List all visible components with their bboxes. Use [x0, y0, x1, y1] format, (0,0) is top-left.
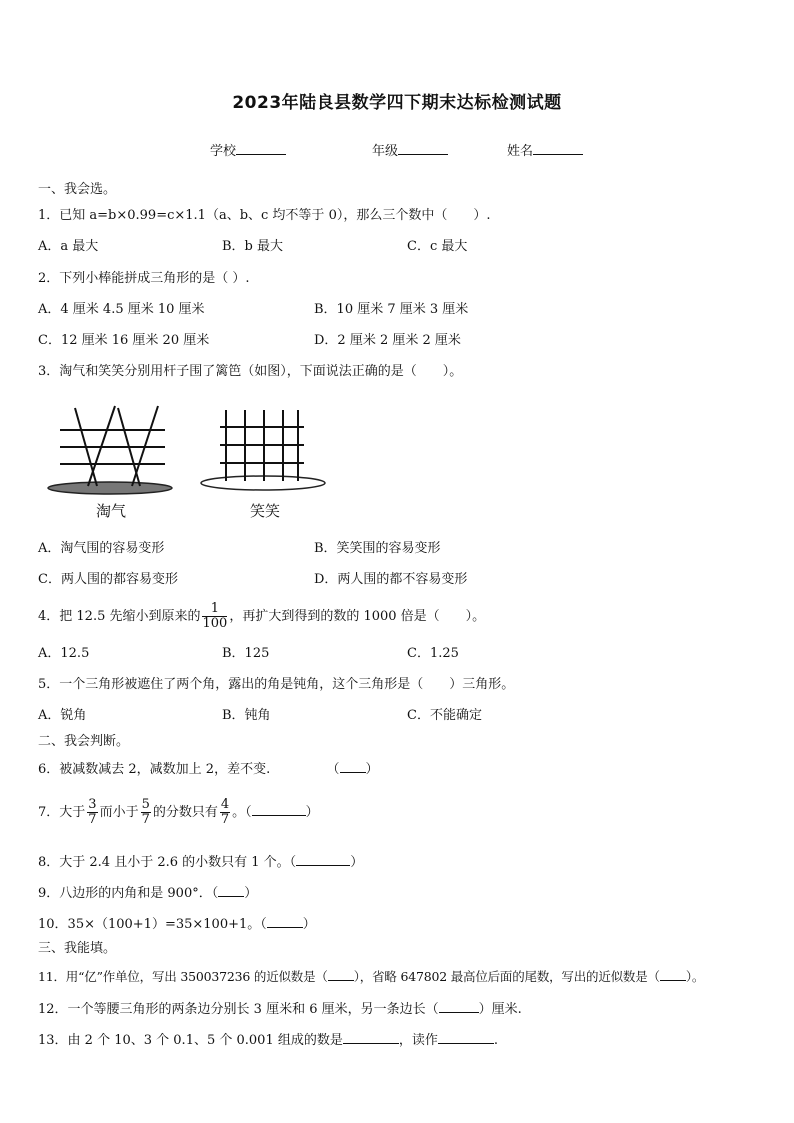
- grade-field: [372, 141, 448, 161]
- fraction-1-100: [202, 602, 227, 631]
- fraction-numerator: 4: [220, 797, 230, 812]
- q3-option-a: A．淘气围的容易变形: [38, 541, 165, 556]
- q7-paren-close: ）: [305, 805, 319, 820]
- question-2: 2．下列小棒能拼成三角形的是（ ）.: [38, 271, 250, 286]
- fraction-denominator: 7: [220, 812, 230, 827]
- q6-paren-open: （: [326, 762, 340, 777]
- q8-text: 8．大于 2.4 且小于 2.6 的小数只有 1 个。（: [38, 855, 297, 870]
- q4-suffix: ，再扩大到得到的数的 1000 倍是（ ）。: [229, 609, 486, 624]
- section-heading-choice: 一、我会选。: [38, 182, 117, 197]
- fraction-numerator: 3: [88, 797, 97, 812]
- q6-text: 6．被减数减去 2，减数加上 2，差不变.: [38, 762, 271, 777]
- fraction-denominator: 7: [141, 812, 150, 827]
- q4-option-a: A．12.5: [38, 646, 90, 661]
- q13-part1: 13．由 2 个 10、3 个 0.1、5 个 0.001 组成的数是: [38, 1033, 343, 1048]
- q10-paren-close: ）: [302, 917, 316, 932]
- question-5: 5．一个三角形被遮住了两个角，露出的角是钝角，这个三角形是（ ）三角形。: [38, 677, 515, 692]
- q9-paren-close: ）: [244, 886, 258, 901]
- q2-option-d: D．2 厘米 2 厘米 2 厘米: [314, 333, 461, 348]
- name-field: [507, 141, 583, 161]
- q4-option-c: C．1.25: [407, 646, 459, 661]
- name-label: 姓名: [507, 144, 534, 159]
- school-label: 学校: [210, 144, 237, 159]
- q7-answer-blank: [252, 802, 306, 816]
- q8-answer-blank: [296, 852, 350, 866]
- q8-paren-close: ）: [350, 855, 364, 870]
- fence-label-xiaoxiao: 笑笑: [250, 502, 281, 520]
- q5-option-c: C．不能确定: [407, 708, 482, 723]
- fence-figure-xiaoxiao: [200, 405, 330, 500]
- q13-part2: ，读作: [398, 1033, 438, 1048]
- q9-text: 9．八边形的内角和是 900°．（: [38, 886, 219, 901]
- section-heading-judge: 二、我会判断。: [38, 734, 130, 749]
- q12-part2: ）厘米.: [478, 1002, 522, 1017]
- q6-paren-close: ）: [365, 762, 379, 777]
- fraction-denominator: 100: [202, 616, 228, 631]
- section-heading-fill: 三、我能填。: [38, 941, 117, 956]
- q11-part1: 11．用“亿”作单位，写出 350037236 的近似数是（: [38, 969, 328, 984]
- q12-answer-blank: [439, 999, 479, 1013]
- fraction-denominator: 7: [88, 812, 97, 827]
- fraction-4-7: [220, 798, 230, 827]
- q10-text: 10．35×（100+1）=35×100+1。（: [38, 917, 267, 932]
- question-7: [38, 796, 319, 830]
- question-6: [38, 759, 379, 779]
- q11-answer-blank-1: [328, 967, 354, 981]
- q13-answer-blank-2: [438, 1030, 494, 1044]
- q3-option-b: B．笑笑围的容易变形: [314, 541, 441, 556]
- q7-middle2: 的分数只有: [152, 805, 218, 820]
- school-blank: [236, 141, 286, 155]
- school-field: [210, 141, 286, 161]
- page-title: 2023年陆良县数学四下期末达标检测试题: [232, 93, 562, 113]
- fraction-5-7: [141, 798, 151, 827]
- question-3: 3．淘气和笑笑分别用杆子围了篱笆（如图），下面说法正确的是（ ）。: [38, 364, 463, 379]
- q1-option-c: C．c 最大: [407, 239, 468, 254]
- q5-option-b: B．钝角: [222, 708, 271, 723]
- q1-option-a: A．a 最大: [38, 239, 99, 254]
- q11-part3: ）。: [685, 969, 705, 984]
- q11-answer-blank-2: [660, 967, 686, 981]
- q1-option-b: B．b 最大: [222, 239, 284, 254]
- q7-middle: 而小于: [99, 805, 139, 820]
- q4-option-b: B．125: [222, 646, 270, 661]
- q7-prefix: 7．大于: [38, 805, 86, 820]
- fraction-numerator: 5: [141, 797, 150, 812]
- q6-answer-blank: [340, 759, 366, 773]
- fence-label-taoqi: 淘气: [96, 502, 127, 520]
- q12-part1: 12．一个等腰三角形的两条边分别长 3 厘米和 6 厘米，另一条边长（: [38, 1002, 439, 1017]
- question-4: [38, 600, 485, 634]
- q5-option-a: A．锐角: [38, 708, 87, 723]
- question-9: [38, 883, 257, 903]
- q2-option-b: B．10 厘米 7 厘米 3 厘米: [314, 302, 469, 317]
- question-10: [38, 914, 316, 934]
- grade-blank: [398, 141, 448, 155]
- q3-option-d: D．两人围的都不容易变形: [314, 572, 468, 587]
- q4-prefix: 4．把 12.5 先缩小到原来的: [38, 609, 201, 624]
- q7-suffix: 。（: [232, 805, 252, 820]
- fraction-numerator: 1: [202, 602, 227, 617]
- question-12: [38, 999, 522, 1019]
- fraction-3-7: [87, 798, 97, 827]
- q13-answer-blank-1: [343, 1030, 399, 1044]
- fence-figure-taoqi: [40, 400, 190, 500]
- question-13: [38, 1030, 498, 1050]
- q3-option-c: C．两人围的都容易变形: [38, 572, 178, 587]
- q2-option-c: C．12 厘米 16 厘米 20 厘米: [38, 333, 210, 348]
- q9-answer-blank: [218, 883, 244, 897]
- q10-answer-blank: [267, 914, 303, 928]
- question-11: [38, 967, 704, 986]
- name-blank: [533, 141, 583, 155]
- question-8: [38, 852, 363, 872]
- question-1: 1．已知 a=b×0.99=c×1.1（a、b、c 均不等于 0），那么三个数中（ ）.: [38, 208, 491, 223]
- q2-option-a: A．4 厘米 4.5 厘米 10 厘米: [38, 302, 205, 317]
- q13-part3: .: [493, 1033, 499, 1048]
- q11-part2: ），省略 647802 最高位后面的尾数，写出的近似数是（: [353, 969, 660, 984]
- grade-label: 年级: [372, 144, 399, 159]
